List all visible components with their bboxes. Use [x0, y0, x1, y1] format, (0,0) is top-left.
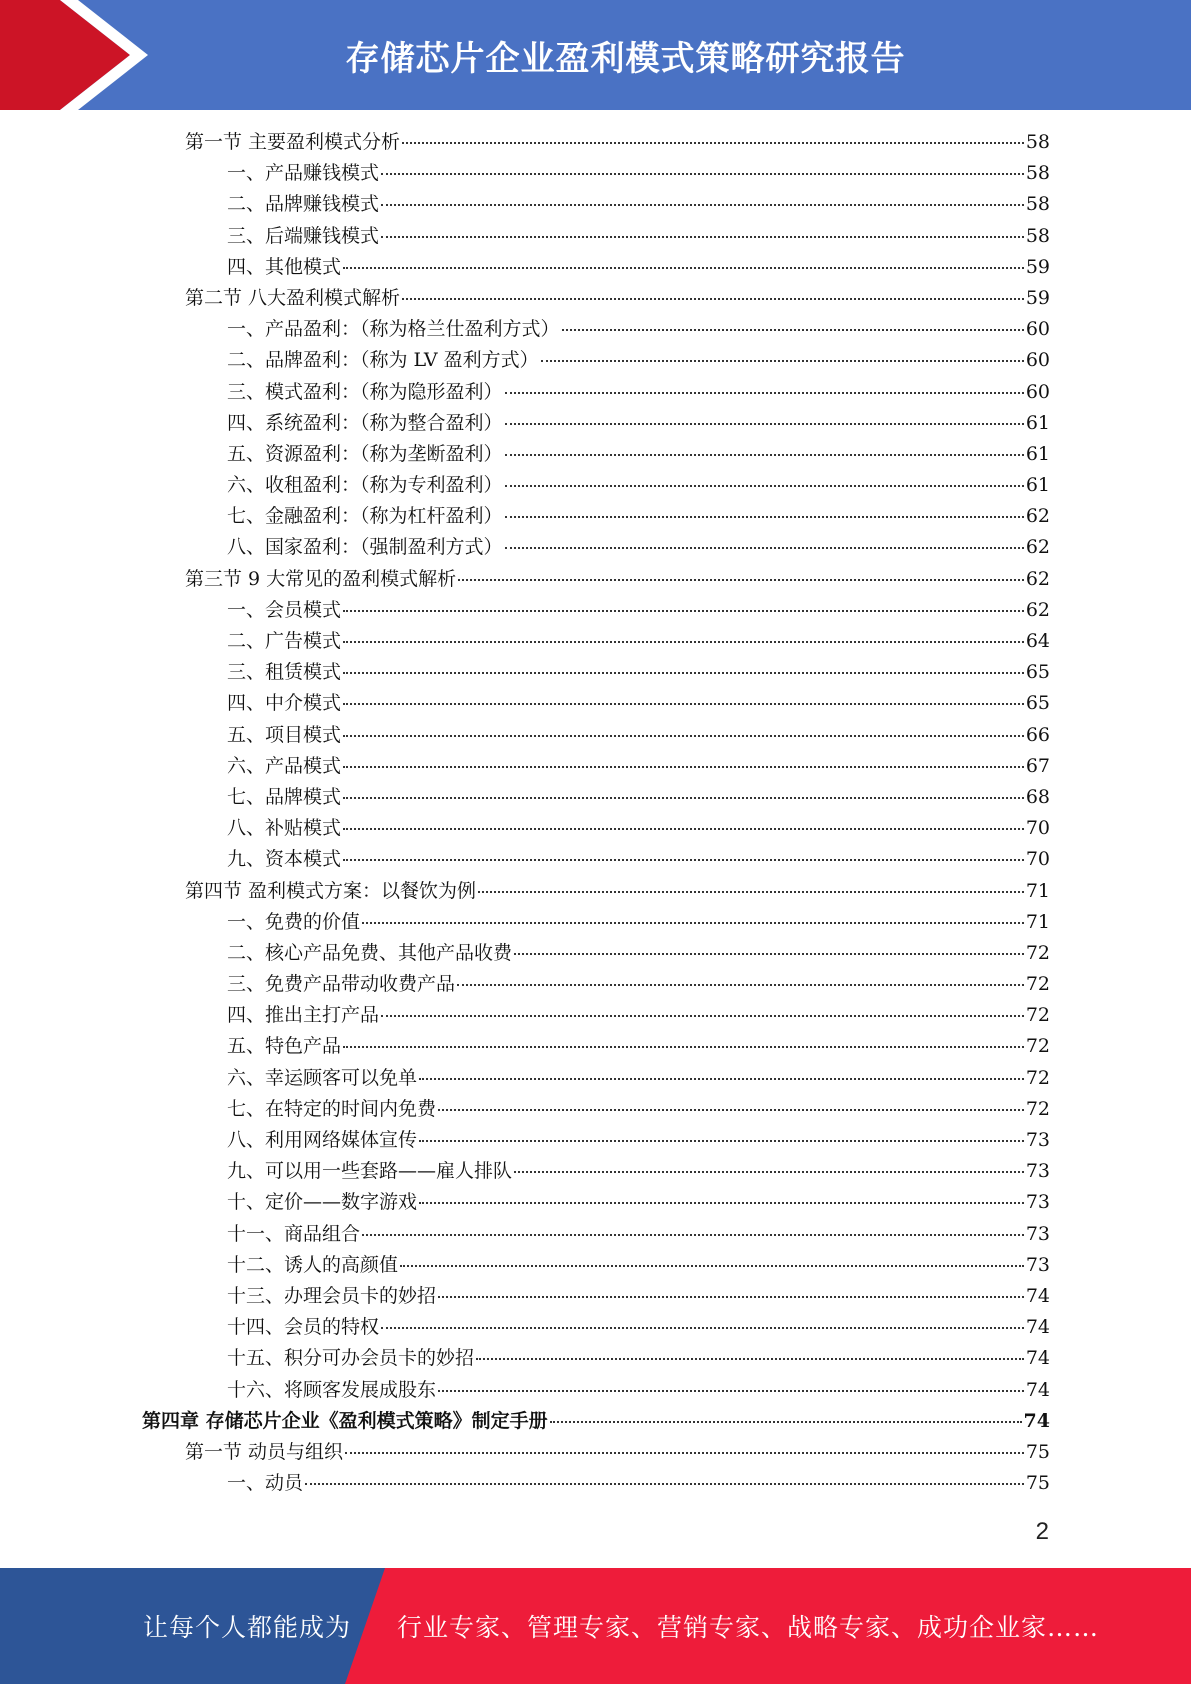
- toc-entry-title: 二、品牌盈利：（称为 LV 盈利方式）: [227, 349, 539, 372]
- toc-entry-page: 74: [1025, 1378, 1050, 1401]
- toc-chapter-entry[interactable]: [140, 1406, 1050, 1437]
- toc-dot-leader: [402, 298, 1024, 300]
- toc-dot-leader: [438, 1296, 1024, 1298]
- toc-entry-title: 十四、会员的特权: [227, 1316, 380, 1339]
- toc-entry-title: 三、后端赚钱模式: [227, 224, 380, 247]
- toc-dot-leader: [514, 1171, 1024, 1173]
- page-footer: [0, 1568, 1191, 1684]
- toc-dot-leader: [343, 797, 1024, 799]
- toc-entry-title: 十五、积分可办会员卡的妙招: [227, 1347, 475, 1370]
- toc-entry-title: 九、可以用一些套路——雇人排队: [227, 1160, 513, 1183]
- toc-section-entry[interactable]: [140, 127, 1050, 158]
- toc-entry-page: 61: [1025, 411, 1050, 434]
- toc-subsection-entry[interactable]: [140, 1250, 1050, 1281]
- toc-subsection-entry[interactable]: [140, 1125, 1050, 1156]
- toc-subsection-entry[interactable]: [140, 1375, 1050, 1406]
- toc-entry-title: 五、项目模式: [227, 723, 342, 746]
- toc-entry-title: 二、广告模式: [227, 630, 342, 652]
- toc-subsection-entry[interactable]: [140, 470, 1050, 501]
- toc-entry-page: 74: [1025, 1284, 1050, 1307]
- page-header: [0, 0, 1191, 110]
- toc-dot-leader: [343, 267, 1024, 269]
- toc-entry-page: 58: [1025, 193, 1050, 216]
- toc-dot-leader: [343, 641, 1024, 643]
- toc-entry-title: 第一节 主要盈利模式分析: [185, 131, 401, 153]
- toc-entry-page: 70: [1025, 817, 1050, 840]
- toc-entry-title: 二、品牌赚钱模式: [227, 193, 380, 216]
- toc-entry-title: 一、免费的价值: [227, 910, 361, 933]
- toc-dot-leader: [362, 922, 1024, 924]
- toc-entry-page: 73: [1025, 1222, 1050, 1245]
- toc-entry-title: 四、其他模式: [227, 255, 342, 278]
- toc-subsection-entry[interactable]: [140, 1281, 1050, 1312]
- toc-entry-title: 第一节 动员与组织: [185, 1440, 344, 1463]
- toc-subsection-entry[interactable]: [140, 1219, 1050, 1250]
- toc-entry-page: 73: [1025, 1129, 1050, 1151]
- toc-subsection-entry[interactable]: [140, 345, 1050, 376]
- toc-entry-page: 72: [1025, 941, 1050, 964]
- toc-entry-page: 60: [1025, 349, 1050, 372]
- toc-dot-leader: [550, 1421, 1022, 1423]
- toc-dot-leader: [505, 516, 1024, 518]
- toc-entry-title: 八、补贴模式: [227, 817, 342, 840]
- toc-dot-leader: [343, 828, 1024, 830]
- toc-dot-leader: [505, 485, 1024, 487]
- toc-entry-title: 八、国家盈利：（强制盈利方式）: [227, 536, 503, 559]
- toc-subsection-entry[interactable]: [140, 813, 1050, 844]
- toc-dot-leader: [458, 579, 1024, 581]
- toc-subsection-entry[interactable]: [140, 252, 1050, 283]
- toc-entry-title: 十三、办理会员卡的妙招: [227, 1284, 437, 1307]
- toc-subsection-entry[interactable]: [140, 844, 1050, 875]
- toc-subsection-entry[interactable]: [140, 439, 1050, 470]
- toc-subsection-entry[interactable]: [140, 1312, 1050, 1343]
- toc-entry-title: 四、系统盈利：（称为整合盈利）: [227, 411, 503, 434]
- toc-entry-page: 72: [1025, 973, 1050, 996]
- toc-subsection-entry[interactable]: [140, 657, 1050, 688]
- toc-entry-page: 58: [1025, 224, 1050, 247]
- toc-section-entry[interactable]: [140, 564, 1050, 595]
- toc-entry-title: 一、产品赚钱模式: [227, 162, 380, 185]
- toc-dot-leader: [343, 1046, 1024, 1048]
- toc-subsection-entry[interactable]: [140, 1031, 1050, 1062]
- toc-entry-title: 一、动员: [227, 1472, 304, 1495]
- toc-entry-page: 70: [1025, 848, 1050, 871]
- toc-entry-page: 60: [1025, 380, 1050, 403]
- toc-dot-leader: [362, 1234, 1024, 1236]
- toc-entry-page: 67: [1025, 754, 1050, 777]
- toc-entry-title: 十、定价——数字游戏: [227, 1191, 418, 1214]
- toc-dot-leader: [402, 142, 1024, 144]
- toc-entry-page: 74: [1025, 1316, 1050, 1339]
- toc-subsection-entry[interactable]: [140, 782, 1050, 813]
- toc-subsection-entry[interactable]: [140, 314, 1050, 345]
- toc-entry-title: 第二节 八大盈利模式解析: [185, 286, 401, 309]
- footer-slogan-right: 行业专家、管理专家、营销专家、战略专家、成功企业家……: [397, 1613, 1100, 1642]
- toc-entry-title: 四、推出主打产品: [227, 1004, 380, 1027]
- toc-dot-leader: [541, 360, 1024, 362]
- toc-entry-page: 59: [1025, 255, 1050, 278]
- toc-dot-leader: [381, 236, 1024, 238]
- toc-subsection-entry[interactable]: [140, 501, 1050, 532]
- toc-entry-title: 八、利用网络媒体宣传: [227, 1129, 418, 1151]
- toc-dot-leader: [562, 329, 1024, 331]
- toc-entry-title: 一、会员模式: [227, 598, 342, 621]
- toc-subsection-entry[interactable]: [140, 1468, 1050, 1499]
- toc-dot-leader: [505, 423, 1024, 425]
- toc-subsection-entry[interactable]: [140, 969, 1050, 1000]
- toc-entry-page: 71: [1025, 879, 1050, 902]
- toc-dot-leader: [345, 1452, 1024, 1454]
- toc-entry-page: 62: [1025, 536, 1050, 559]
- toc-dot-leader: [343, 610, 1024, 612]
- toc-entry-page: 59: [1025, 286, 1050, 309]
- toc-dot-leader: [381, 204, 1024, 206]
- footer-slogan-left: 让每个人都能成为: [143, 1613, 352, 1642]
- toc-entry-title: 十一、商品组合: [227, 1222, 361, 1245]
- report-title: 存储芯片企业盈利模式策略研究报告: [345, 38, 906, 79]
- toc-entry-title: 第四节 盈利模式方案：以餐饮为例: [185, 879, 477, 902]
- toc-entry-page: 62: [1025, 505, 1050, 528]
- toc-entry-page: 64: [1025, 630, 1050, 652]
- toc-dot-leader: [419, 1140, 1024, 1142]
- toc-subsection-entry[interactable]: [140, 938, 1050, 969]
- toc-entry-title: 六、收租盈利：（称为专利盈利）: [227, 474, 503, 497]
- toc-subsection-entry[interactable]: [140, 1156, 1050, 1187]
- toc-entry-page: 72: [1025, 1097, 1050, 1120]
- toc-entry-page: 60: [1025, 318, 1050, 341]
- toc-entry-title: 五、特色产品: [227, 1035, 342, 1058]
- toc-entry-page: 58: [1025, 131, 1050, 153]
- toc-subsection-entry[interactable]: [140, 1187, 1050, 1218]
- toc-entry-title: 九、资本模式: [227, 848, 342, 871]
- toc-dot-leader: [343, 672, 1024, 674]
- toc-subsection-entry[interactable]: [140, 751, 1050, 782]
- toc-dot-leader: [343, 859, 1024, 861]
- toc-entry-page: 73: [1025, 1191, 1050, 1214]
- toc-subsection-entry[interactable]: [140, 408, 1050, 439]
- toc-dot-leader: [400, 1265, 1024, 1267]
- toc-entry-page: 62: [1025, 598, 1050, 621]
- toc-subsection-entry[interactable]: [140, 1343, 1050, 1374]
- toc-entry-page: 65: [1025, 661, 1050, 684]
- toc-entry-page: 75: [1025, 1472, 1050, 1495]
- toc-section-entry[interactable]: [140, 876, 1050, 907]
- toc-subsection-entry[interactable]: [140, 720, 1050, 751]
- toc-dot-leader: [438, 1390, 1024, 1392]
- toc-entry-title: 七、金融盈利：（称为杠杆盈利）: [227, 505, 503, 528]
- toc-entry-page: 74: [1025, 1347, 1050, 1370]
- toc-entry-title: 第四章 存储芯片企业《盈利模式策略》制定手册: [142, 1409, 548, 1432]
- toc-dot-leader: [457, 984, 1024, 986]
- toc-dot-leader: [438, 1109, 1024, 1111]
- toc-section-entry[interactable]: [140, 283, 1050, 314]
- toc-entry-title: 第三节 9 大常见的盈利模式解析: [185, 567, 457, 590]
- toc-entry-title: 二、核心产品免费、其他产品收费: [227, 941, 513, 964]
- toc-subsection-entry[interactable]: [140, 907, 1050, 938]
- toc-subsection-entry[interactable]: [140, 532, 1050, 563]
- toc-subsection-entry[interactable]: [140, 626, 1050, 657]
- toc-entry-title: 十六、将顾客发展成股东: [227, 1378, 437, 1401]
- toc-entry-title: 四、中介模式: [227, 692, 342, 715]
- toc-dot-leader: [505, 547, 1024, 549]
- toc-dot-leader: [343, 735, 1024, 737]
- toc-entry-page: 73: [1025, 1253, 1050, 1276]
- toc-entry-title: 三、租赁模式: [227, 661, 342, 684]
- toc-entry-page: 62: [1025, 567, 1050, 590]
- toc-entry-page: 72: [1025, 1066, 1050, 1089]
- toc-entry-page: 75: [1025, 1440, 1050, 1463]
- toc-entry-title: 三、免费产品带动收费产品: [227, 973, 456, 996]
- toc-entry-page: 61: [1025, 442, 1050, 465]
- toc-entry-title: 五、资源盈利：（称为垄断盈利）: [227, 442, 503, 465]
- toc-section-entry[interactable]: [140, 1437, 1050, 1468]
- toc-entry-title: 三、模式盈利：（称为隐形盈利）: [227, 380, 503, 403]
- toc-dot-leader: [514, 953, 1024, 955]
- toc-entry-title: 七、在特定的时间内免费: [227, 1097, 437, 1120]
- header-arrow-decoration: [0, 0, 160, 110]
- toc-entry-page: 72: [1025, 1035, 1050, 1058]
- toc-subsection-entry[interactable]: [140, 688, 1050, 719]
- toc-dot-leader: [419, 1202, 1024, 1204]
- toc-subsection-entry[interactable]: [140, 595, 1050, 626]
- toc-dot-leader: [478, 891, 1024, 893]
- toc-entry-title: 六、产品模式: [227, 754, 342, 777]
- toc-dot-leader: [476, 1358, 1024, 1360]
- toc-entry-title: 七、品牌模式: [227, 785, 342, 808]
- toc-dot-leader: [305, 1483, 1024, 1485]
- page-number: 2: [1035, 1518, 1049, 1545]
- toc-dot-leader: [419, 1078, 1024, 1080]
- toc-subsection-entry[interactable]: [140, 377, 1050, 408]
- toc-entry-title: 十二、诱人的高颜值: [227, 1253, 399, 1276]
- toc-dot-leader: [343, 703, 1024, 705]
- table-of-contents: [140, 127, 1050, 1499]
- toc-dot-leader: [381, 173, 1024, 175]
- toc-dot-leader: [343, 766, 1024, 768]
- toc-entry-page: 74: [1023, 1409, 1050, 1432]
- toc-subsection-entry[interactable]: [140, 1094, 1050, 1125]
- toc-entry-page: 73: [1025, 1160, 1050, 1183]
- toc-subsection-entry[interactable]: [140, 1063, 1050, 1094]
- toc-entry-title: 一、产品盈利：（称为格兰仕盈利方式）: [227, 318, 560, 341]
- toc-dot-leader: [381, 1327, 1024, 1329]
- toc-dot-leader: [505, 454, 1024, 456]
- toc-entry-page: 68: [1025, 785, 1050, 808]
- toc-dot-leader: [381, 1015, 1024, 1017]
- toc-subsection-entry[interactable]: [140, 1000, 1050, 1031]
- toc-subsection-entry[interactable]: [140, 158, 1050, 189]
- toc-subsection-entry[interactable]: [140, 189, 1050, 220]
- toc-dot-leader: [505, 392, 1024, 394]
- toc-entry-page: 61: [1025, 474, 1050, 497]
- toc-entry-page: 71: [1025, 910, 1050, 933]
- toc-subsection-entry[interactable]: [140, 221, 1050, 252]
- toc-entry-page: 65: [1025, 692, 1050, 715]
- toc-entry-page: 66: [1025, 723, 1050, 746]
- toc-entry-title: 六、幸运顾客可以免单: [227, 1066, 418, 1089]
- toc-entry-page: 72: [1025, 1004, 1050, 1027]
- toc-entry-page: 58: [1025, 162, 1050, 185]
